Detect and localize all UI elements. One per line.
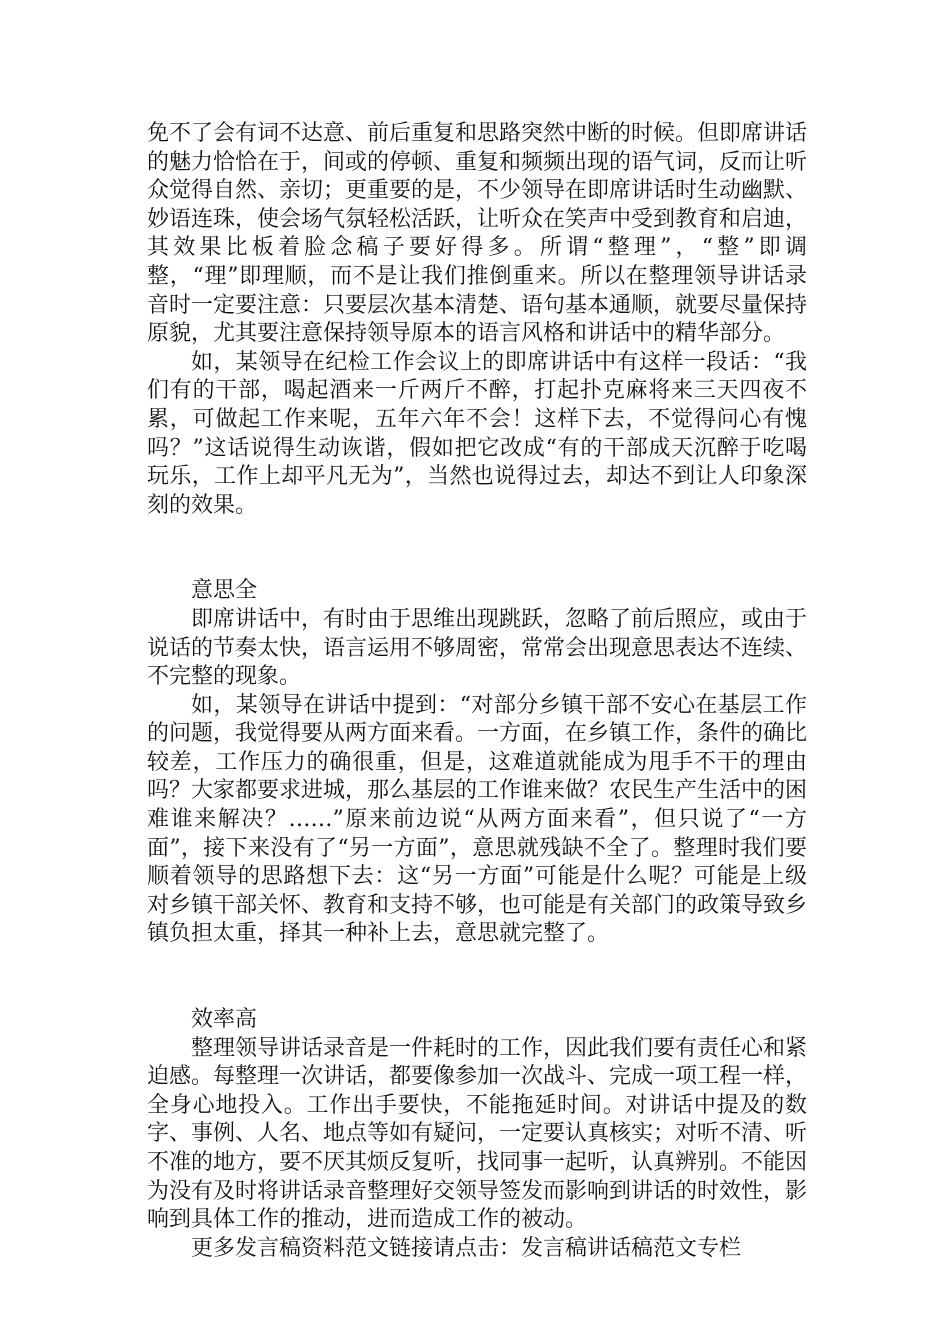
paragraph-complete-meaning-intro: 即席讲话中，有时由于思维出现跳跃，忽略了前后照应，或由于说话的节奏太快，语言运用不够周密，常常会出现意思表达不连续、不完整的现象。	[147, 606, 808, 690]
section-gap	[147, 949, 807, 1006]
paragraph-high-efficiency: 整理领导讲话录音是一件耗时的工作，因此我们要有责任心和紧迫感。每整理一次讲话，都要像参加一次战斗、完成一项工程一样，全身心地投入。工作出手要快，不能拖延时间。对讲话中提及的数字、事例、人名、地点等如有疑问，一定要认真核实；对听不清、听不准的地方，要不厌其烦反复听，找同事一起听，认真辨别。不能因为没有及时将讲话录音整理好交领导签发而影响到讲话的时效性，影响到具体工作的推动，进而造成工作的被动。	[147, 1035, 808, 1233]
section-heading-high-efficiency: 效率高	[191, 1007, 258, 1033]
paragraph-complete-meaning-example: 如，某领导在讲话中提到：“对部分乡镇干部不安心在基层工作的问题，我觉得要从两方面来看。一方面，在乡镇工作，条件的确比较差，工作压力的确很重，但是，这难道就能成为甩手不干的理由吗？大家都要求进城，那么基层的工作谁来做？农民生产生活中的困难谁来解决？……”原来前边说“从两方面来看”，但只说了“一方面”，接下来没有了“另一方面”，意思就残缺不全了。整理时我们要顺着领导的思路想下去：这“另一方面”可能是什么呢？可能是上级对乡镇干部关怀、教育和支持不够，也可能是有关部门的政策导致乡镇负担太重，择其一种补上去，意思就完整了。	[147, 692, 808, 947]
paragraph-example-humor: 如，某领导在纪检工作会议上的即席讲话中有这样一段话：“我们有的干部，喝起酒来一斤两斤不醉，打起扑克麻将来三天四夜不累，可做起工作来呢，五年六年不会！这样下去，不觉得问心有愧吗？”这话说得生动诙谐，假如把它改成“有的干部成天沉醉于吃喝玩乐，工作上却平凡无为”，当然也说得过去，却达不到让人印象深刻的效果。	[147, 349, 807, 518]
section-heading-complete-meaning: 意思全	[191, 578, 258, 604]
footer-link-text[interactable]: 更多发言稿资料范文链接请点击：发言稿讲话稿范文专栏	[191, 1235, 742, 1261]
paragraph-continued: 免不了会有词不达意、前后重复和思路突然中断的时候。但即席讲话的魅力恰恰在于，间或的停顿、重复和频频出现的语气词，反而让听众觉得自然、亲切；更重要的是，不少领导在即席讲话时生动幽默、妙语连珠，使会场气氛轻松活跃，让听众在笑声中受到教育和启迪，其效果比板着脸念稿子要好得多。所谓“整理”，“整”即调整，“理”即理顺，而不是让我们推倒重来。所以在整理领导讲话录音时一定要注意：只要层次基本清楚、语句基本通顺，就要尽量保持原貌，尤其要注意保持领导原本的语言风格和讲话中的精华部分。	[147, 121, 808, 347]
section-gap	[147, 520, 807, 577]
document-body	[147, 120, 807, 1263]
